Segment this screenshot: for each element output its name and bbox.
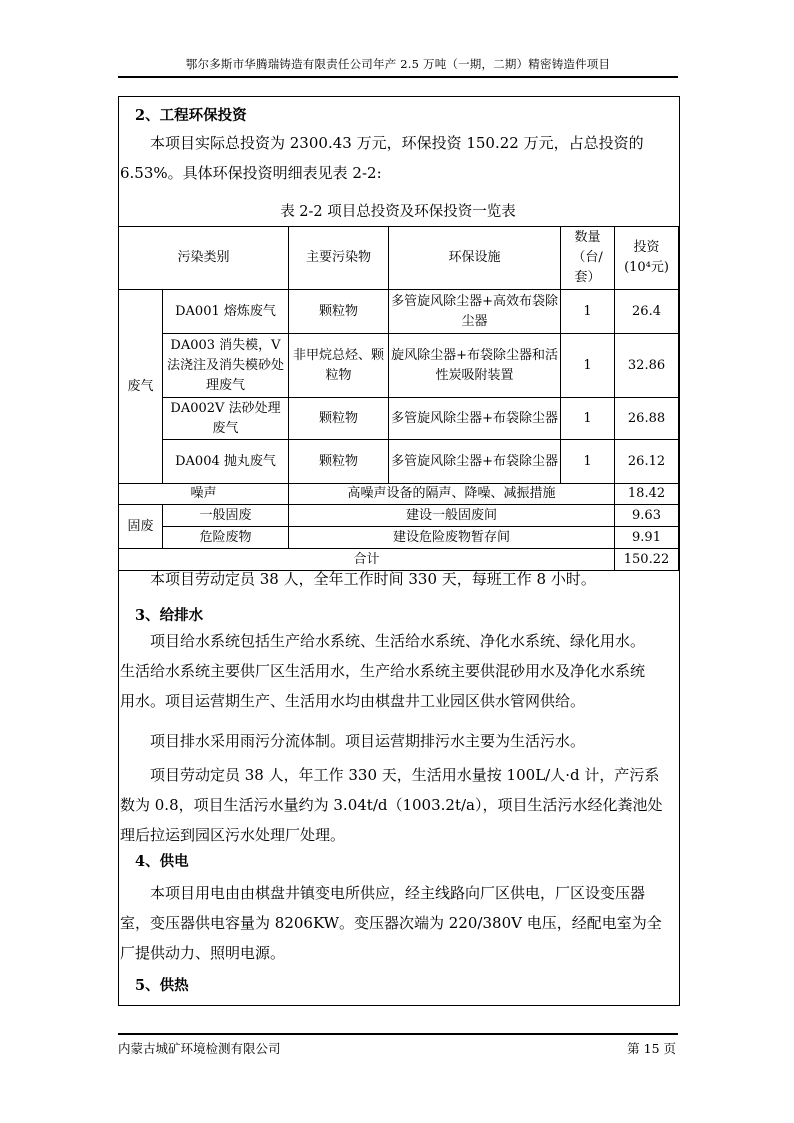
header-qty: 数量（台/套） [561, 227, 615, 290]
section-3-paragraph-3 [120, 760, 676, 850]
investment-table [118, 226, 679, 571]
row-qty: 1 [561, 398, 615, 440]
section-3-p1-line-1: 项目给水系统包括生产给水系统、生活给水系统、净化水系统、绿化用水。 [150, 632, 646, 650]
table-row [119, 398, 679, 440]
solid-invest: 9.91 [615, 527, 679, 549]
table-row [119, 334, 679, 398]
header-invest [615, 227, 679, 290]
row-pollutant: 颗粒物 [289, 398, 389, 440]
row-pollutant: 颗粒物 [289, 290, 389, 334]
row-pollutant: 颗粒物 [289, 440, 389, 484]
row-facility: 旋风除尘器+布袋除尘器和活性炭吸附装置 [389, 334, 561, 398]
noise-invest: 18.42 [615, 484, 679, 505]
row-qty: 1 [561, 334, 615, 398]
row-invest: 32.86 [615, 334, 679, 398]
section-2-line-1: 本项目实际总投资为 2300.43 万元，环保投资 150.22 万元，占总投资的 [150, 134, 644, 152]
row-facility: 多管旋风除尘器+布袋除尘器 [389, 398, 561, 440]
row-item: DA002V 法砂处理废气 [163, 398, 289, 440]
solid-invest: 9.63 [615, 505, 679, 527]
section-3-p1-line-3: 用水。项目运营期生产、生活用水均由棋盘井工业园区供水管网供给。 [120, 692, 586, 710]
labor-note-text: 本项目劳动定员 38 人，全年工作时间 330 天，每班工作 8 小时。 [150, 570, 596, 588]
row-invest: 26.12 [615, 440, 679, 484]
table-row-solid [119, 527, 679, 549]
row-qty: 1 [561, 440, 615, 484]
row-qty: 1 [561, 290, 615, 334]
solid-measure: 建设危险废物暂存间 [289, 527, 615, 549]
header-pollutant: 主要污染物 [289, 227, 389, 290]
section-3-p3-line-1: 项目劳动定员 38 人，年工作 330 天，生活用水量按 100L/人·d 计，产污系 [150, 766, 660, 784]
section-5-heading: 5、供热 [135, 977, 189, 994]
table-caption: 表 2-2 项目总投资及环保投资一览表 [280, 204, 516, 220]
footer-rule [118, 1033, 678, 1035]
group-solid: 固废 [119, 505, 163, 549]
header-invest-label: 投资 [633, 240, 660, 255]
section-4-line-2: 室，变压器供电容量为 8206KW。变压器次端为 220/380V 电压，经配电室为全 [120, 914, 662, 932]
solid-measure: 建设一般固废间 [289, 505, 615, 527]
total-label: 合计 [119, 549, 615, 571]
labor-note [120, 564, 676, 594]
table-row [119, 290, 679, 334]
section-3-p1-line-2: 生活给水系统主要供厂区生活用水，生产给水系统主要供混砂用水及净化水系统 [120, 662, 646, 680]
footer-page-number: 第 15 页 [627, 1041, 676, 1056]
noise-measure: 高噪声设备的隔声、降噪、减振措施 [289, 484, 615, 505]
total-invest: 150.22 [615, 549, 679, 571]
noise-label: 噪声 [119, 484, 289, 505]
footer-company: 内蒙古城矿环境检测有限公司 [118, 1041, 281, 1056]
section-2-heading: 2、工程环保投资 [135, 107, 247, 124]
section-2-line-2: 6.53%。具体环保投资明细表见表 2-2: [120, 164, 382, 182]
header-facility: 环保设施 [389, 227, 561, 290]
header-category: 污染类别 [119, 227, 289, 290]
solid-item: 危险废物 [163, 527, 289, 549]
row-item: DA004 抛丸废气 [163, 440, 289, 484]
section-3-p3-line-3: 理后拉运到园区污水处理厂处理。 [120, 826, 346, 844]
section-3-heading: 3、给排水 [135, 607, 204, 624]
table-row [119, 440, 679, 484]
row-item: DA003 消失模，V法浇注及消失模砂处理废气 [163, 334, 289, 398]
section-4-line-3: 厂提供动力、照明电源。 [120, 944, 286, 962]
row-invest: 26.4 [615, 290, 679, 334]
row-facility: 多管旋风除尘器+高效布袋除尘器 [389, 290, 561, 334]
solid-item: 一般固废 [163, 505, 289, 527]
section-4-paragraph [120, 878, 676, 968]
section-3-paragraph-2 [120, 726, 676, 756]
row-item: DA001 熔炼废气 [163, 290, 289, 334]
row-pollutant: 非甲烷总烃、颗粒物 [289, 334, 389, 398]
row-invest: 26.88 [615, 398, 679, 440]
page-header: 鄂尔多斯市华腾瑞铸造有限责任公司年产 2.5 万吨（一期，二期）精密铸造件项目 [185, 57, 611, 71]
section-3-paragraph-1 [120, 626, 676, 716]
table-row-noise [119, 484, 679, 505]
section-3-p2: 项目排水采用雨污分流体制。项目运营期排污水主要为生活污水。 [150, 732, 586, 750]
section-3-p3-line-2: 数为 0.8，项目生活污水量约为 3.04t/d（1003.2t/a），项目生活污水经化粪池处 [120, 796, 663, 814]
section-4-heading: 4、供电 [135, 853, 189, 870]
table-row-solid [119, 505, 679, 527]
section-4-line-1: 本项目用电由由棋盘井镇变电所供应，经主线路向厂区供电，厂区设变压器 [150, 884, 646, 902]
section-2-paragraph [120, 128, 676, 188]
table-header-row [119, 227, 679, 290]
row-facility: 多管旋风除尘器+布袋除尘器 [389, 440, 561, 484]
header-rule [118, 76, 678, 78]
header-invest-unit: (10⁴元) [624, 260, 669, 275]
group-exhaust: 废气 [119, 290, 163, 484]
